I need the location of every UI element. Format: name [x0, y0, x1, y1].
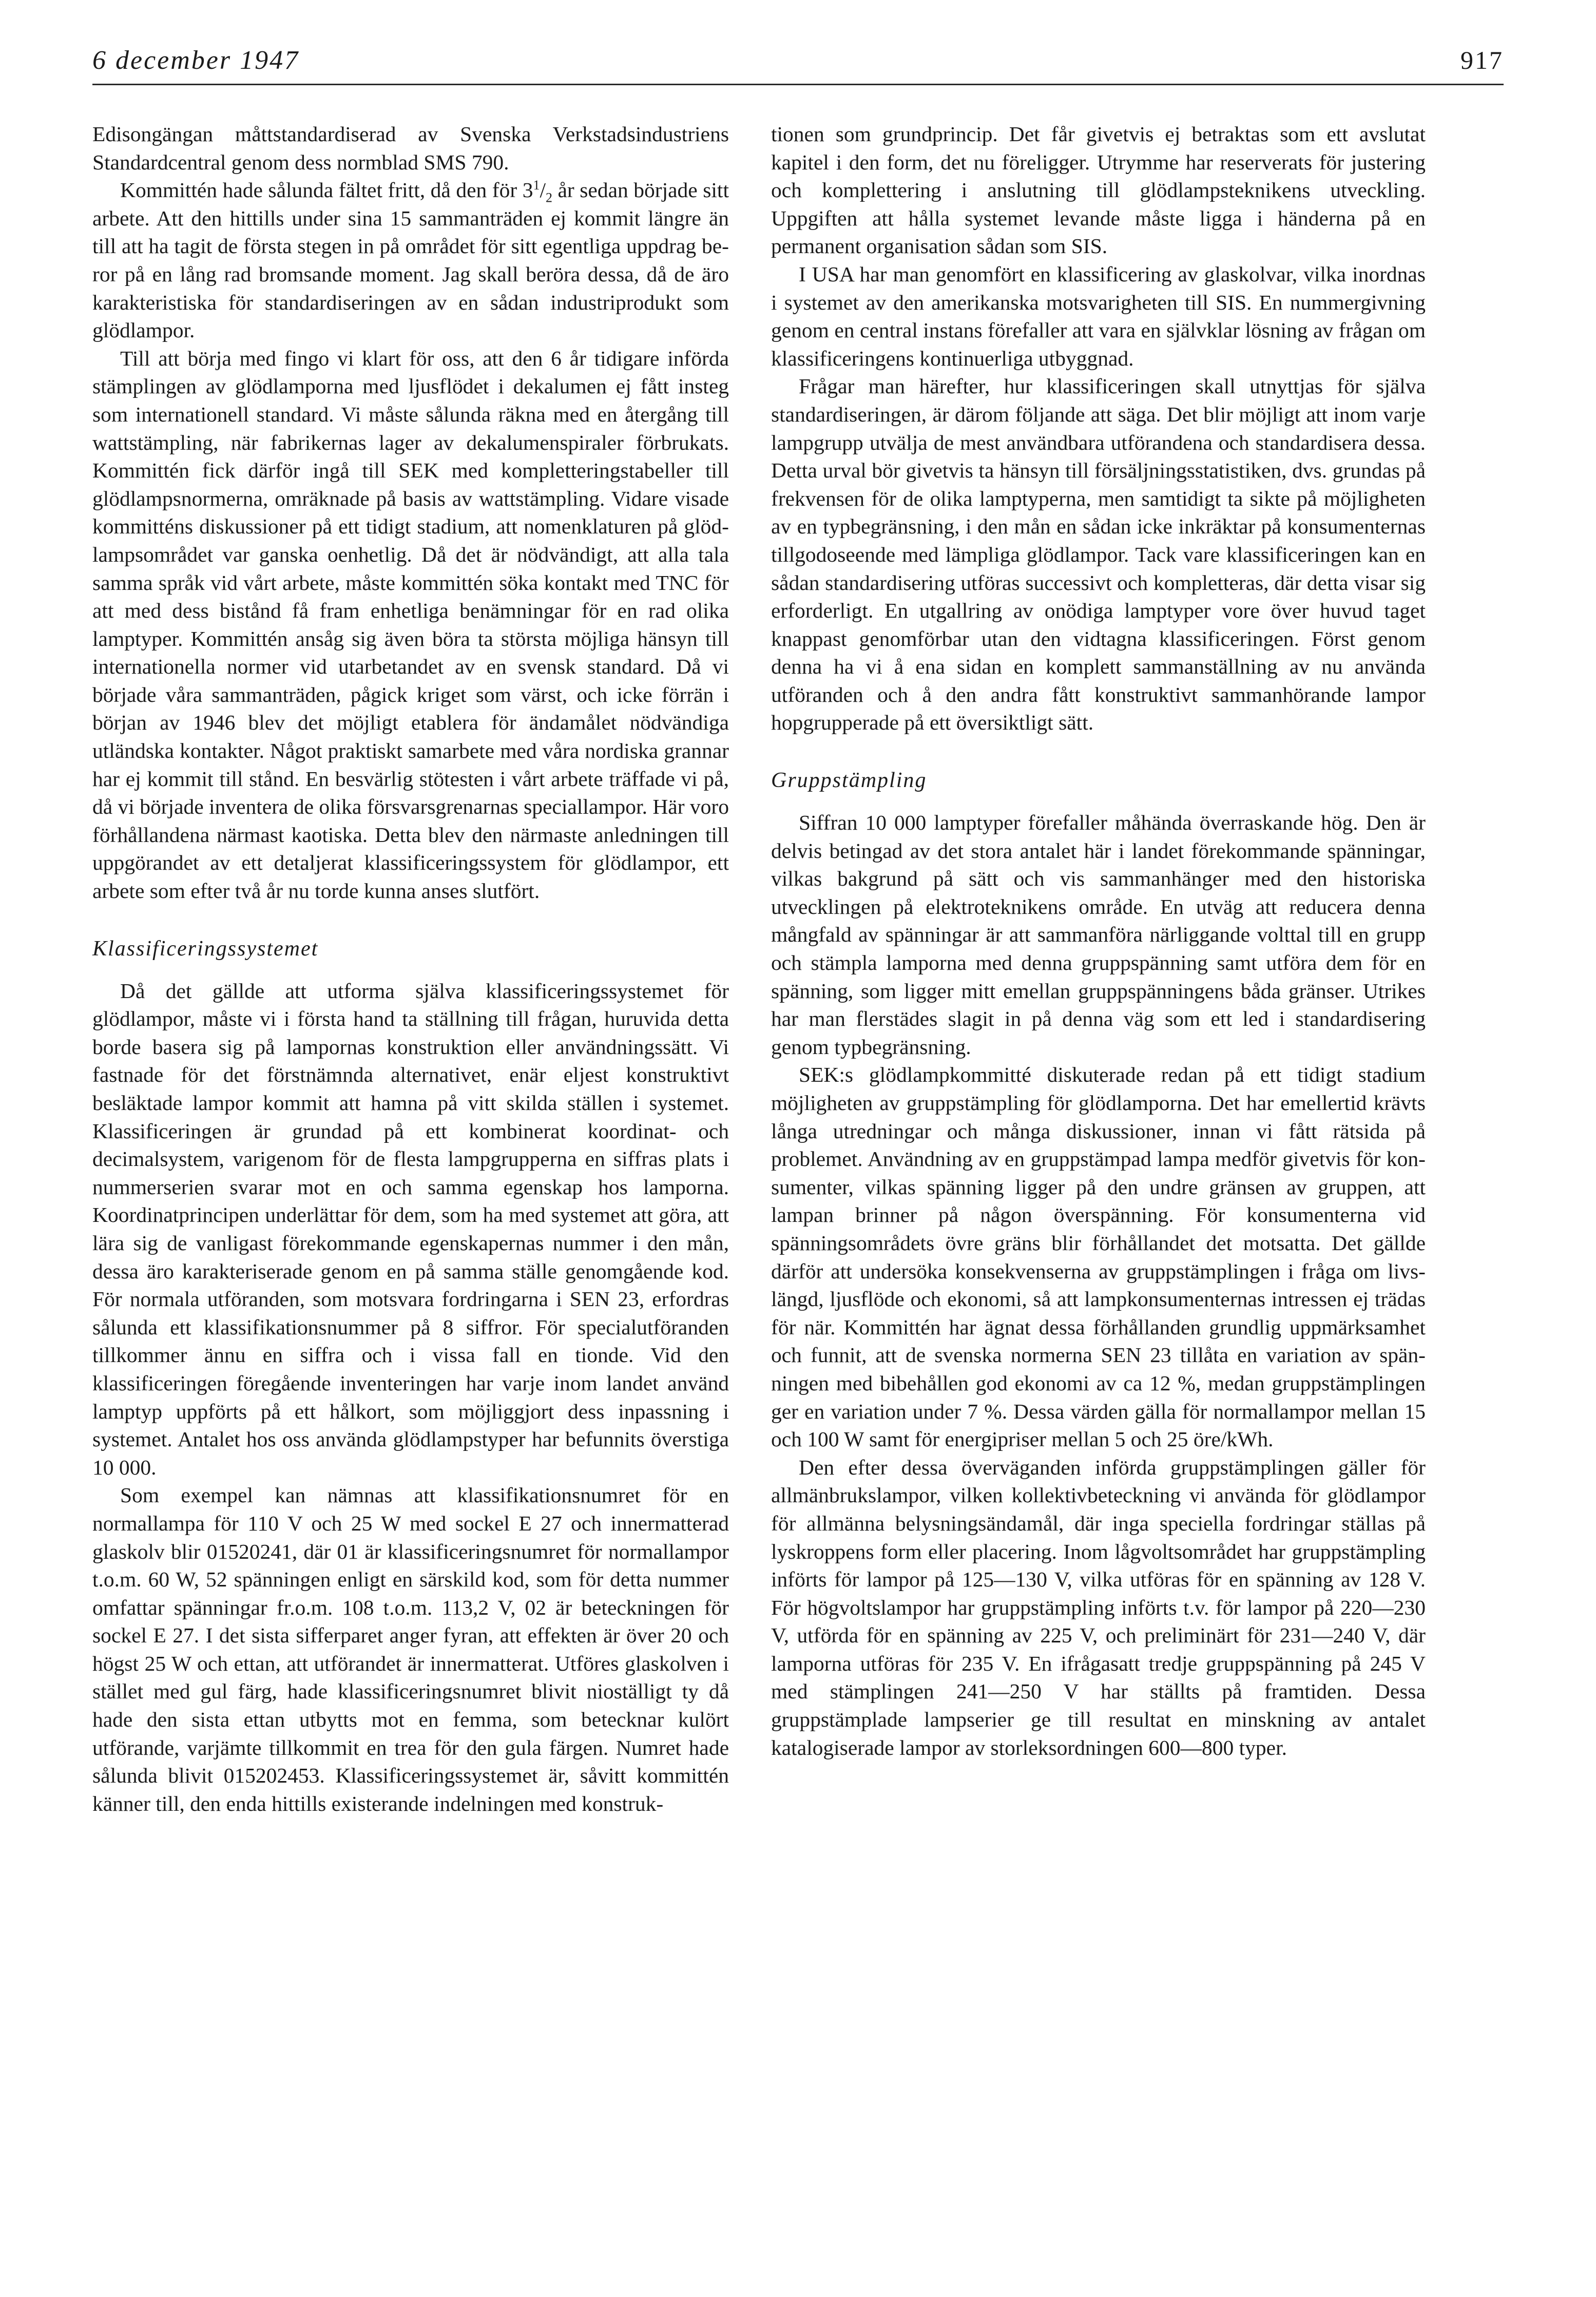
paragraph: Frågar man härefter, hur klassificeringen skall utnyttjas för själva standardiseringen, är därom följande att säga. Det blir möjligt att inom varje lampgrupp utvälja de mest användbara utförandena och standardisera dessa. Detta urval bör givetvis ta hänsyn till försäljningsstatistiken, dvs. grundas på frekvensen för de olika lamptyperna, men samtidigt ta sikte på möjligheten av en typbegränsning, i den mån en sådan icke inkräktar på konsumenternas tillgodoseende med lämpliga glödlampor. Tack vare klassificeringen kan en sådan standardisering utföras successivt och kompletteras, där detta visar sig erforderligt. En utgallring av onödiga lamptyper vore över huvud taget knappast genomförbar utan den vidtagna klassificeringen. Först genom denna ha vi å ena sidan en komplett sammanställning av nu använda utföranden och å den andra fått konstruktivt sammanhörande lampor hopgrupperade på ett översiktligt sätt.	[771, 374, 1426, 735]
paragraph: Till att börja med fingo vi klart för oss, att den 6 år tidigare införda stämplingen av glödlamporna med ljusflödet i dekalumen ej fått insteg som internationell standard. Vi måste sålunda räkna med en återgång till wattstämpling, när fabrikernas lager av dekalumenspiraler förbrukats. Kommittén fick därför ingå till SEK med kompletteringstabeller till glödlampsnormerna, omräknade på basis av wattstämpling. Vidare visade kommitténs diskussioner på ett tidigt stadium, att nomenklaturen på glödlampsområdet var ganska oenhetlig. Då det är nödvändigt, att alla tala samma språk vid vårt arbete, måste kommittén söka kontakt med TNC för att med dess bistånd få fram enhetliga benämningar för en rad olika lamptyper. Kommittén ansåg sig även böra ta största möjliga hänsyn till internationella normer vid utarbetandet av en svensk standard. Då vi började våra sammanträden, pågick kriget som värst, och icke förrän i början av 1946 blev det möjligt etablera för ändamålet nödvändiga utländska kontakter. Något praktiskt samarbete med våra nordiska grannar har ej kommit till stånd. En besvärlig stötesten i vårt arbete träffade vi på, då vi började inventera de olika försvarsgrenarnas speciallampor. Här voro förhållandena närmast kaotiska. Detta blev den närmaste anledningen till uppgörandet av ett detaljerat klassificeringssystem för glödlampor, ett arbete som efter två år nu torde kunna anses slutfört.	[92, 346, 729, 903]
right-column	[771, 120, 1426, 1762]
section-heading: Gruppstämpling	[771, 769, 927, 793]
header-rule	[92, 84, 1504, 85]
paragraph: I USA har man genomfört en klassificering av glaskolvar, vilka inordnas i systemet av den amerikanska motsvarigheten till SIS. En nummergivning genom en central instans förefaller att vara en självklar lösning av frågan om klassificeringens kontinuerliga utbyggnad.	[771, 262, 1426, 370]
section-heading: Klassificeringssystemet	[92, 936, 319, 961]
left-column	[92, 120, 729, 1817]
paragraph: Edisongängan måttstandardiserad av Svenska Verkstadsindustriens Standardcentral genom dess normblad SMS 790.	[92, 122, 729, 174]
page-header	[92, 37, 1504, 86]
header-date: 6 december 1947	[92, 46, 300, 75]
paragraph: Kommittén hade sålunda fältet fritt, då den för $3^1/_2$ år sedan började sitt arbete. Att den hittills under sina 15 sammanträden ej kommit längre än till att ha tagit de första stegen in på området för sitt egentliga uppdrag beror på en lång rad bromsande moment. Jag skall beröra dessa, då de äro karakteristiska för standardiseringen av en sådan industriprodukt som glödlampor.	[92, 178, 729, 342]
paragraph: Då det gällde att utforma själva klassificeringssystemet för glödlampor, måste vi i första hand ta ställning till frågan, huruvida detta borde basera sig på lampornas konstruktion eller användningssätt. Vi fastnade för det förstnämnda alternativet, enär eljest konstruktivt besläktade lampor kommit att hamna på vitt skilda ställen i systemet. Klassificeringen är grundad på ett kombinerat koordinat- och decimalsystem, varigenom för de flesta lampgrupperna en siffras plats i nummerserien svarar mot en och samma egenskap hos lamporna. Koordinatprincipen underlättar för dem, som ha med systemet att göra, att lära sig de vanligast förekommande egenskapernas nummer i den mån, dessa äro karakteriserade genom en på samma ställe genomgående kod. För normala utföranden, som motsvara fordringarna i SEN 23, erfordras sålunda ett klassifikationsnummer på 8 siffror. För specialutföranden tillkommer ännu en siffra och i vissa fall en tionde. Vid den klassificeringen föregående inventeringen har varje inom landet använd lamptyp uppförts på ett hålkort, som möjliggjort dess inpassning i systemet. Antalet hos oss använda glödlampstyper har befunnits överstiga 10 000.	[92, 979, 729, 1479]
paragraph: Som exempel kan nämnas att klassifikationsnumret för en normallampa för 110 V och 25 W med sockel E 27 och innermatterad glaskolv blir 01520241, där 01 är klassificeringsnumret för normallampor t.o.m. 60 W, 52 spänningen enligt en särskild kod, som för detta nummer omfattar spänningar fr.o.m. 108 t.o.m. 113,2 V, 02 är beteckningen för sockel E 27. I det sista sifferparet anger fyran, att effekten är över 20 och högst 25 W och ettan, att utförandet är innermatterat. Utföres glaskolven i stället med gul färg, hade klassificeringsnumret blivit nioställigt ty då hade den sista ettan utbytts mot en femma, som betecknar kulört utförande, varjämte tillkommit en trea för den gula färgen. Numret hade sålunda blivit 015202453. Klassificeringssystemet är, såvitt kommittén känner till, den enda hittills existerande indelningen med konstruk-	[92, 1483, 729, 1815]
paragraph: Siffran 10 000 lamptyper förefaller måhända överraskande hög. Den är delvis betingad av det stora antalet här i landet förekommande spänningar, vilkas bakgrund på sätt och vis sammanhänger med den historiska utvecklingen på elektroteknikens område. En utväg att reducera denna mångfald av spänningar är att sammanföra närliggande volttal till en grupp och stämpla lamporna med denna gruppspänning samt utföra dem för en spänning, som ligger mitt emellan gruppspänningens båda gränser. Utrikes har man flerstädes slagit in på denna väg som ett led i standardisering genom typbegränsning.	[771, 811, 1426, 1059]
page-number: 917	[1460, 46, 1504, 74]
paragraph: SEK:s glödlampkommitté diskuterade redan på ett tidigt stadium möjligheten av gruppstämpling för glödlamporna. Det har emellertid krävts långa utredningar och många diskussioner, innan vi fått rätsida på problemet. Användning av en gruppstämpad lampa medför givetvis för konsumenter, vilkas spänning ligger på den undre gränsen av gruppen, att lampan brinner på någon överspänning. För konsumenterna vid spänningsområdets övre gräns blir förhållandet det motsatta. Det gällde därför att undersöka konsekvenserna av gruppstämplingen i fråga om livslängd, ljusflöde och ekonomi, så att lampkonsumenternas intressen ej trädas för när. Kommittén har ägnat dessa förhållanden grundlig uppmärksamhet och funnit, att de svenska normerna SEN 23 tillåta en variation av spänningen med bibehållen god ekonomi av ca 12 %, medan gruppstämplingen ger en variation under 7 %. Dessa värden gälla för normallampor mellan 15 och 100 W samt för energipriser mellan 5 och 25 öre/kWh.	[771, 1063, 1426, 1451]
paragraph: Den efter dessa överväganden införda gruppstämplingen gäller för allmänbrukslampor, vilken kollektivbeteckning vi använda för glödlampor för allmänna belysningsändamål, där inga speciella fordringar ställas på lyskroppens form eller placering. Inom lågvoltsområdet har gruppstämpling införts för lampor på 125—130 V, vilka utföras för en spänning av 128 V. För högvoltslampor har gruppstämpling införts t.v. för lampor på 220—230 V, utförda för en spänning av 225 V, och preliminärt för 231—240 V, där lamporna utföras för 235 V. En ifrågasatt tredje gruppspänning på 245 V med stämplingen 241—250 V har ställts på framtiden. Dessa gruppstämplade lampserier ge till resultat en minskning av antalet katalogiserade lampor av storleksordningen 600—800 typer.	[771, 1455, 1426, 1759]
paragraph: tionen som grundprincip. Det får givetvis ej betraktas som ett avslutat kapitel i den form, det nu föreligger. Utrymme har reserverats för justering och komplettering i anslutning till glödlampsteknikens utveckling. Uppgiften att hålla systemet levande måste ligga i händerna på en permanent organisation sådan som SIS.	[771, 122, 1426, 258]
